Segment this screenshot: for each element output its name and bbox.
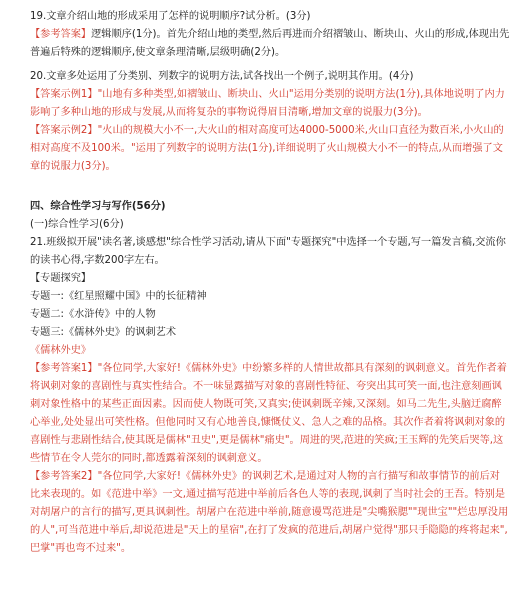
q19-question: 19.文章介绍山地的形成采用了怎样的说明顺序?试分析。(3分) — [30, 11, 311, 22]
q20-answer2-tag: 【答案示例2】 — [30, 125, 98, 136]
q20-answer1-text: "山地有多种类型,如褶皱山、断块山、火山"运用分类别的说明方法(1分),具体地说明了内力影响了多种山地的形成与发展,从而将复杂的事物说得眉目清晰,增加文章的说服力(3分)。 — [30, 89, 505, 118]
section4-sub1: (一)综合性学习(6分) — [30, 219, 124, 230]
q20-answer-2 — [30, 122, 510, 176]
q21-answer-1 — [30, 360, 510, 468]
q19-answer — [30, 26, 510, 62]
q21-ans1-text: "各位同学,大家好!《儒林外史》中纷繁多样的人情世故都具有深刻的讽刺意义。首先作者着将讽刺对象的喜剧性与真实性结合。不一味显露描写对象的喜剧性特征、夸突出其可笑一面,也注意刻画讽刺对象性格中的某些正面因素。因而使人物既可笑,又真实;使讽刺既辛辣,又深刻。如马二先生,头脑迂腐醉心举业,处处显出可笑性格。但他同时又有心地善良,慷慨仗义、急人之难的品格。其次作者着将讽刺对象的喜剧性与悲剧性结合,使其既是儒林"丑史",更是儒林"痛史"。周进的哭,范进的笑疯;王玉辉的先笑后哭等,这些情节在令人莞尔的同时,都透露着深刻的讽刺意义。 — [30, 363, 507, 464]
topic-1: 专题一:《红星照耀中国》中的长征精神 — [30, 291, 207, 302]
q21-ans2-tag: 【参考答案2】 — [30, 471, 98, 482]
q19-answer-text: 逻辑顺序(1分)。首先介绍山地的类型,然后再进而介绍褶皱山、断块山、火山的形成,体现出先普遍后特殊的逻辑顺序,使文章条理清晰,层级明确(2分)。 — [30, 29, 510, 58]
q20-answer-1 — [30, 86, 510, 122]
book-title: 《儒林外史》 — [30, 345, 92, 356]
q21-ans1-tag: 【参考答案1】 — [30, 363, 98, 374]
topic-2: 专题二:《水浒传》中的人物 — [30, 309, 156, 320]
q21-question: 21.班级拟开展"读名著,谈感想"综合性学习活动,请从下面"专题探究"中选择一个专题,写一篇发言稿,交流你的读书心得,字数200字左右。 — [30, 237, 506, 266]
topic-3: 专题三:《儒林外史》的讽刺艺术 — [30, 327, 177, 338]
q19-answer-tag: 【参考答案】 — [30, 29, 92, 40]
q21-ans2-text: "各位同学,大家好!《儒林外史》的讽刺艺术,是通过对人物的言行描写和故事情节的前后对比来表现的。如《范进中举》一文,通过描写范进中举前后各色人等的表现,讽刺了当时社会的王吾。特别是对胡屠户的言行的描写,更具讽刺性。胡屠户在范进中举前,随意谩骂范进是"尖嘴猴腮""现世宝""烂忠厚没用的人",可当范进中举后,却说范进是"天上的星宿",在打了发疯的范进后,胡屠户觉得"那只手隐隐的疼将起来",巴掌"再也弯不过来"。 — [30, 471, 509, 554]
topics-header: 【专题探究】 — [30, 273, 92, 284]
q21-answer-2 — [30, 468, 510, 558]
section4-title: 四、综合性学习与写作(56分) — [30, 201, 166, 212]
q20-answer1-tag: 【答案示例1】 — [30, 89, 98, 100]
q20-answer2-text: "火山的规模大小不一,大火山的相对高度可达4000-5000米,火山口直径为数百米,小火山的相对高度不及100米。"运用了列数字的说明方法(1分),详细说明了火山规模大小不一的特点,从而增强了文章的说服力(3分)。 — [30, 125, 504, 172]
q20-question: 20.文章多处运用了分类别、列数字的说明方法,试各找出一个例子,说明其作用。(4分) — [30, 71, 414, 82]
